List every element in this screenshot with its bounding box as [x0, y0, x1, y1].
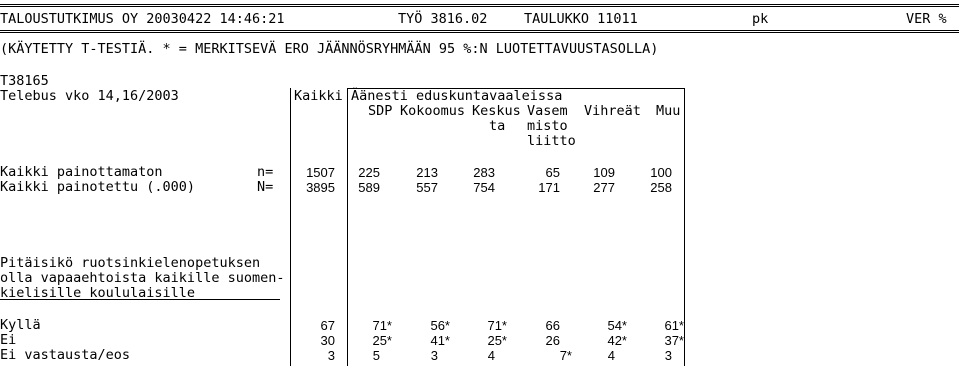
- col-header-vasem: Vasem: [527, 103, 568, 119]
- answer-cell: 26: [545, 333, 560, 348]
- answer-cell: 41*: [430, 333, 450, 348]
- col-group-header: Äänesti eduskuntavaaleissa: [351, 88, 563, 104]
- survey-name: Telebus vko 14,16/2003: [0, 88, 179, 104]
- header-double-rule: [0, 30, 959, 33]
- col-header-vasem-2: misto: [527, 118, 568, 134]
- answer-cell: 25*: [372, 333, 392, 348]
- header-ver: VER %: [906, 11, 947, 27]
- answer-cell: 4: [607, 348, 615, 363]
- header-pk: pk: [752, 11, 769, 27]
- base-cell: 277: [593, 180, 615, 195]
- answer-cell: 3: [664, 348, 672, 363]
- col-header-sdp: SDP: [368, 103, 393, 119]
- col-header-keskus: Keskus: [472, 103, 521, 119]
- table-top-rule: [347, 88, 684, 89]
- base-row-mark: n=: [257, 164, 274, 180]
- base-row-label: Kaikki painotettu (.000): [0, 179, 196, 195]
- base-cell: 213: [416, 165, 438, 180]
- table-left-rule: [290, 88, 291, 366]
- answer-cell: 3: [327, 348, 335, 363]
- answer-cell: 54*: [607, 318, 627, 333]
- answer-cell: 66: [545, 318, 560, 333]
- base-cell: 109: [593, 165, 615, 180]
- base-cell: 557: [416, 180, 438, 195]
- base-cell: 589: [358, 180, 380, 195]
- answer-label: Kyllä: [0, 317, 41, 333]
- answer-cell: 61*: [664, 318, 684, 333]
- significance-note: (KÄYTETTY T-TESTIÄ. * = MERKITSEVÄ ERO JÄÄNNÖSRYHMÄÄN 95 %:N LUOTETTAVUUSTASOLLA): [0, 41, 659, 57]
- answer-cell: 71*: [372, 318, 392, 333]
- table-column-rule: [347, 88, 348, 366]
- top-double-rule: [0, 4, 959, 7]
- col-header-vasem-3: liitto: [527, 133, 576, 149]
- answer-cell: 67: [320, 318, 335, 333]
- answer-cell: 7*: [559, 348, 572, 363]
- answer-cell: 56*: [430, 318, 450, 333]
- answer-cell: 25*: [487, 333, 507, 348]
- question-line: olla vapaaehtoista kaikille suomen-: [0, 270, 285, 286]
- answer-label: Ei: [0, 332, 17, 348]
- base-cell: 225: [358, 165, 380, 180]
- col-header-keskus-2: ta: [489, 118, 506, 134]
- question-line: kielisille koululaisille: [0, 285, 196, 301]
- answer-cell: 42*: [607, 333, 627, 348]
- answer-cell: 37*: [664, 333, 684, 348]
- base-cell: 171: [538, 180, 560, 195]
- base-cell: 3895: [306, 180, 335, 195]
- base-row-mark: N=: [257, 179, 274, 195]
- base-row-label: Kaikki painottamaton: [0, 164, 163, 180]
- table-right-rule: [684, 88, 685, 366]
- answer-cell: 4: [487, 348, 495, 363]
- answer-cell: 71*: [487, 318, 507, 333]
- header-table: TAULUKKO 11011: [524, 11, 638, 27]
- header-job: TYÖ 3816.02: [398, 11, 488, 27]
- answer-cell: 30: [320, 333, 335, 348]
- question-line: Pitäisikö ruotsinkielenopetuksen: [0, 255, 261, 271]
- base-cell: 258: [650, 180, 672, 195]
- col-header-vihreat: Vihreät: [584, 103, 641, 119]
- question-underline: [0, 299, 280, 300]
- base-cell: 65: [545, 165, 560, 180]
- col-header-muu: Muu: [656, 103, 681, 119]
- col-header-kaikki: Kaikki: [294, 88, 343, 104]
- answer-cell: 5: [372, 348, 380, 363]
- base-cell: 754: [473, 180, 495, 195]
- answer-cell: 3: [430, 348, 438, 363]
- table-code: T38165: [0, 73, 49, 89]
- answer-label: Ei vastausta/eos: [0, 347, 131, 363]
- base-cell: 283: [473, 165, 495, 180]
- header-org-date: TALOUSTUTKIMUS OY 20030422 14:46:21: [0, 11, 285, 27]
- base-cell: 1507: [306, 165, 335, 180]
- col-header-kokoomus: Kokoomus: [400, 103, 466, 119]
- base-cell: 100: [650, 165, 672, 180]
